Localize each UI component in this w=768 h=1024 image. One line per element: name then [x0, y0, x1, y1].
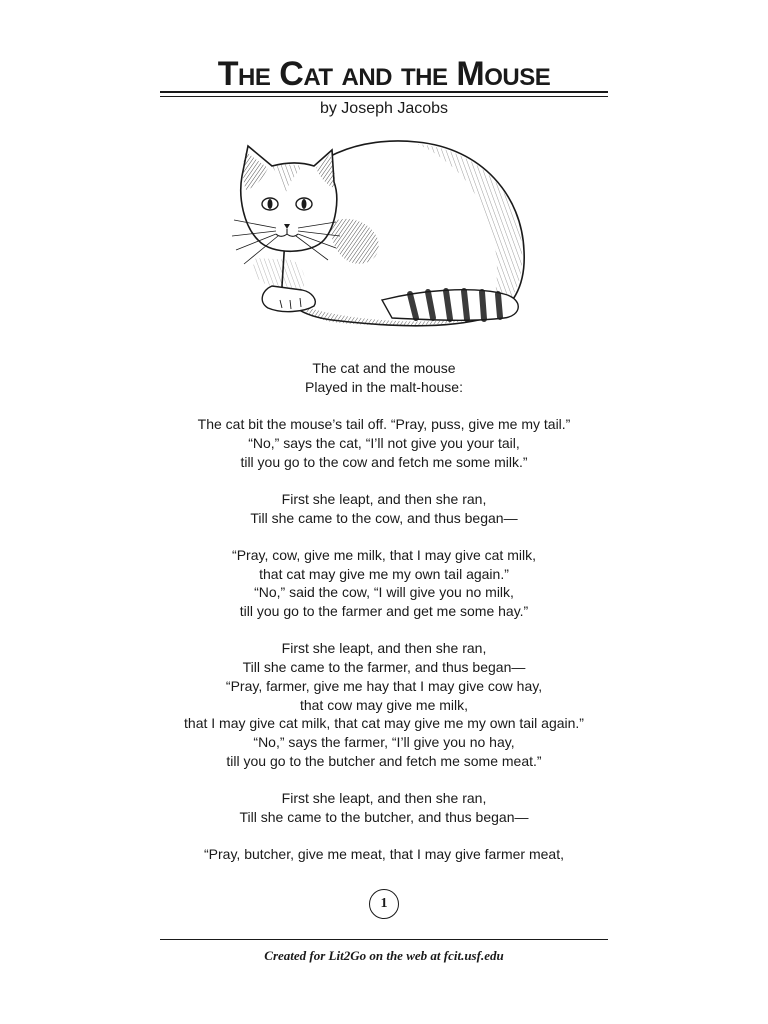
poem-line: “Pray, butcher, give me meat, that I may give farmer meat, [204, 846, 564, 863]
poem-stanza [160, 789, 608, 826]
poem-line: Played in the malt-house: [305, 378, 463, 395]
poem-line: “No,” said the cow, “I will give you no milk, [254, 584, 514, 601]
poem-line: The cat bit the mouse’s tail off. “Pray, puss, give me my tail.” [197, 416, 571, 433]
poem-line: “Pray, farmer, give me hay that I may give cow hay, [225, 677, 543, 694]
poem-line: that cat may give me my own tail again.” [259, 565, 509, 582]
title-rule-bottom [160, 96, 608, 97]
poem-text [160, 359, 608, 883]
footer-rule [160, 939, 608, 940]
poem-stanza [160, 639, 608, 770]
author-byline: by Joseph Jacobs [319, 100, 449, 117]
poem-line: Till she came to the butcher, and thus began— [239, 808, 529, 825]
poem-stanza [160, 359, 608, 396]
poem-line: till you go to the cow and fetch me some milk.” [240, 453, 528, 470]
poem-stanza [160, 845, 608, 864]
poem-line: First she leapt, and then she ran, [281, 490, 487, 507]
title-rule-top [160, 91, 608, 93]
poem-stanza [160, 546, 608, 621]
poem-line: Till she came to the farmer, and thus began— [242, 659, 526, 676]
poem-stanza [160, 490, 608, 527]
poem-line: that I may give cat milk, that cat may give me my own tail again.” [184, 715, 584, 732]
poem-line: “No,” says the cat, “I’ll not give you your tail, [248, 434, 520, 451]
poem-line: First she leapt, and then she ran, [281, 640, 487, 657]
poem-line: till you go to the farmer and get me some hay.” [239, 603, 529, 620]
poem-line: The cat and the mouse [312, 360, 456, 376]
poem-line: “Pray, cow, give me milk, that I may give cat milk, [232, 546, 536, 563]
footer-credit: Created for Lit2Go on the web at fcit.usf.edu [264, 948, 504, 963]
cat-illustration [232, 136, 532, 332]
poem-line: that cow may give me milk, [299, 696, 469, 713]
page-title: The Cat and the Mouse [217, 55, 551, 93]
poem-line: First she leapt, and then she ran, [281, 790, 487, 807]
page-number: 1 [369, 889, 399, 919]
poem-line: Till she came to the cow, and thus began— [250, 509, 518, 526]
poem-line: till you go to the butcher and fetch me some meat.” [226, 752, 542, 769]
poem-line: “No,” says the farmer, “I’ll give you no hay, [253, 734, 515, 750]
poem-stanza [160, 415, 608, 471]
